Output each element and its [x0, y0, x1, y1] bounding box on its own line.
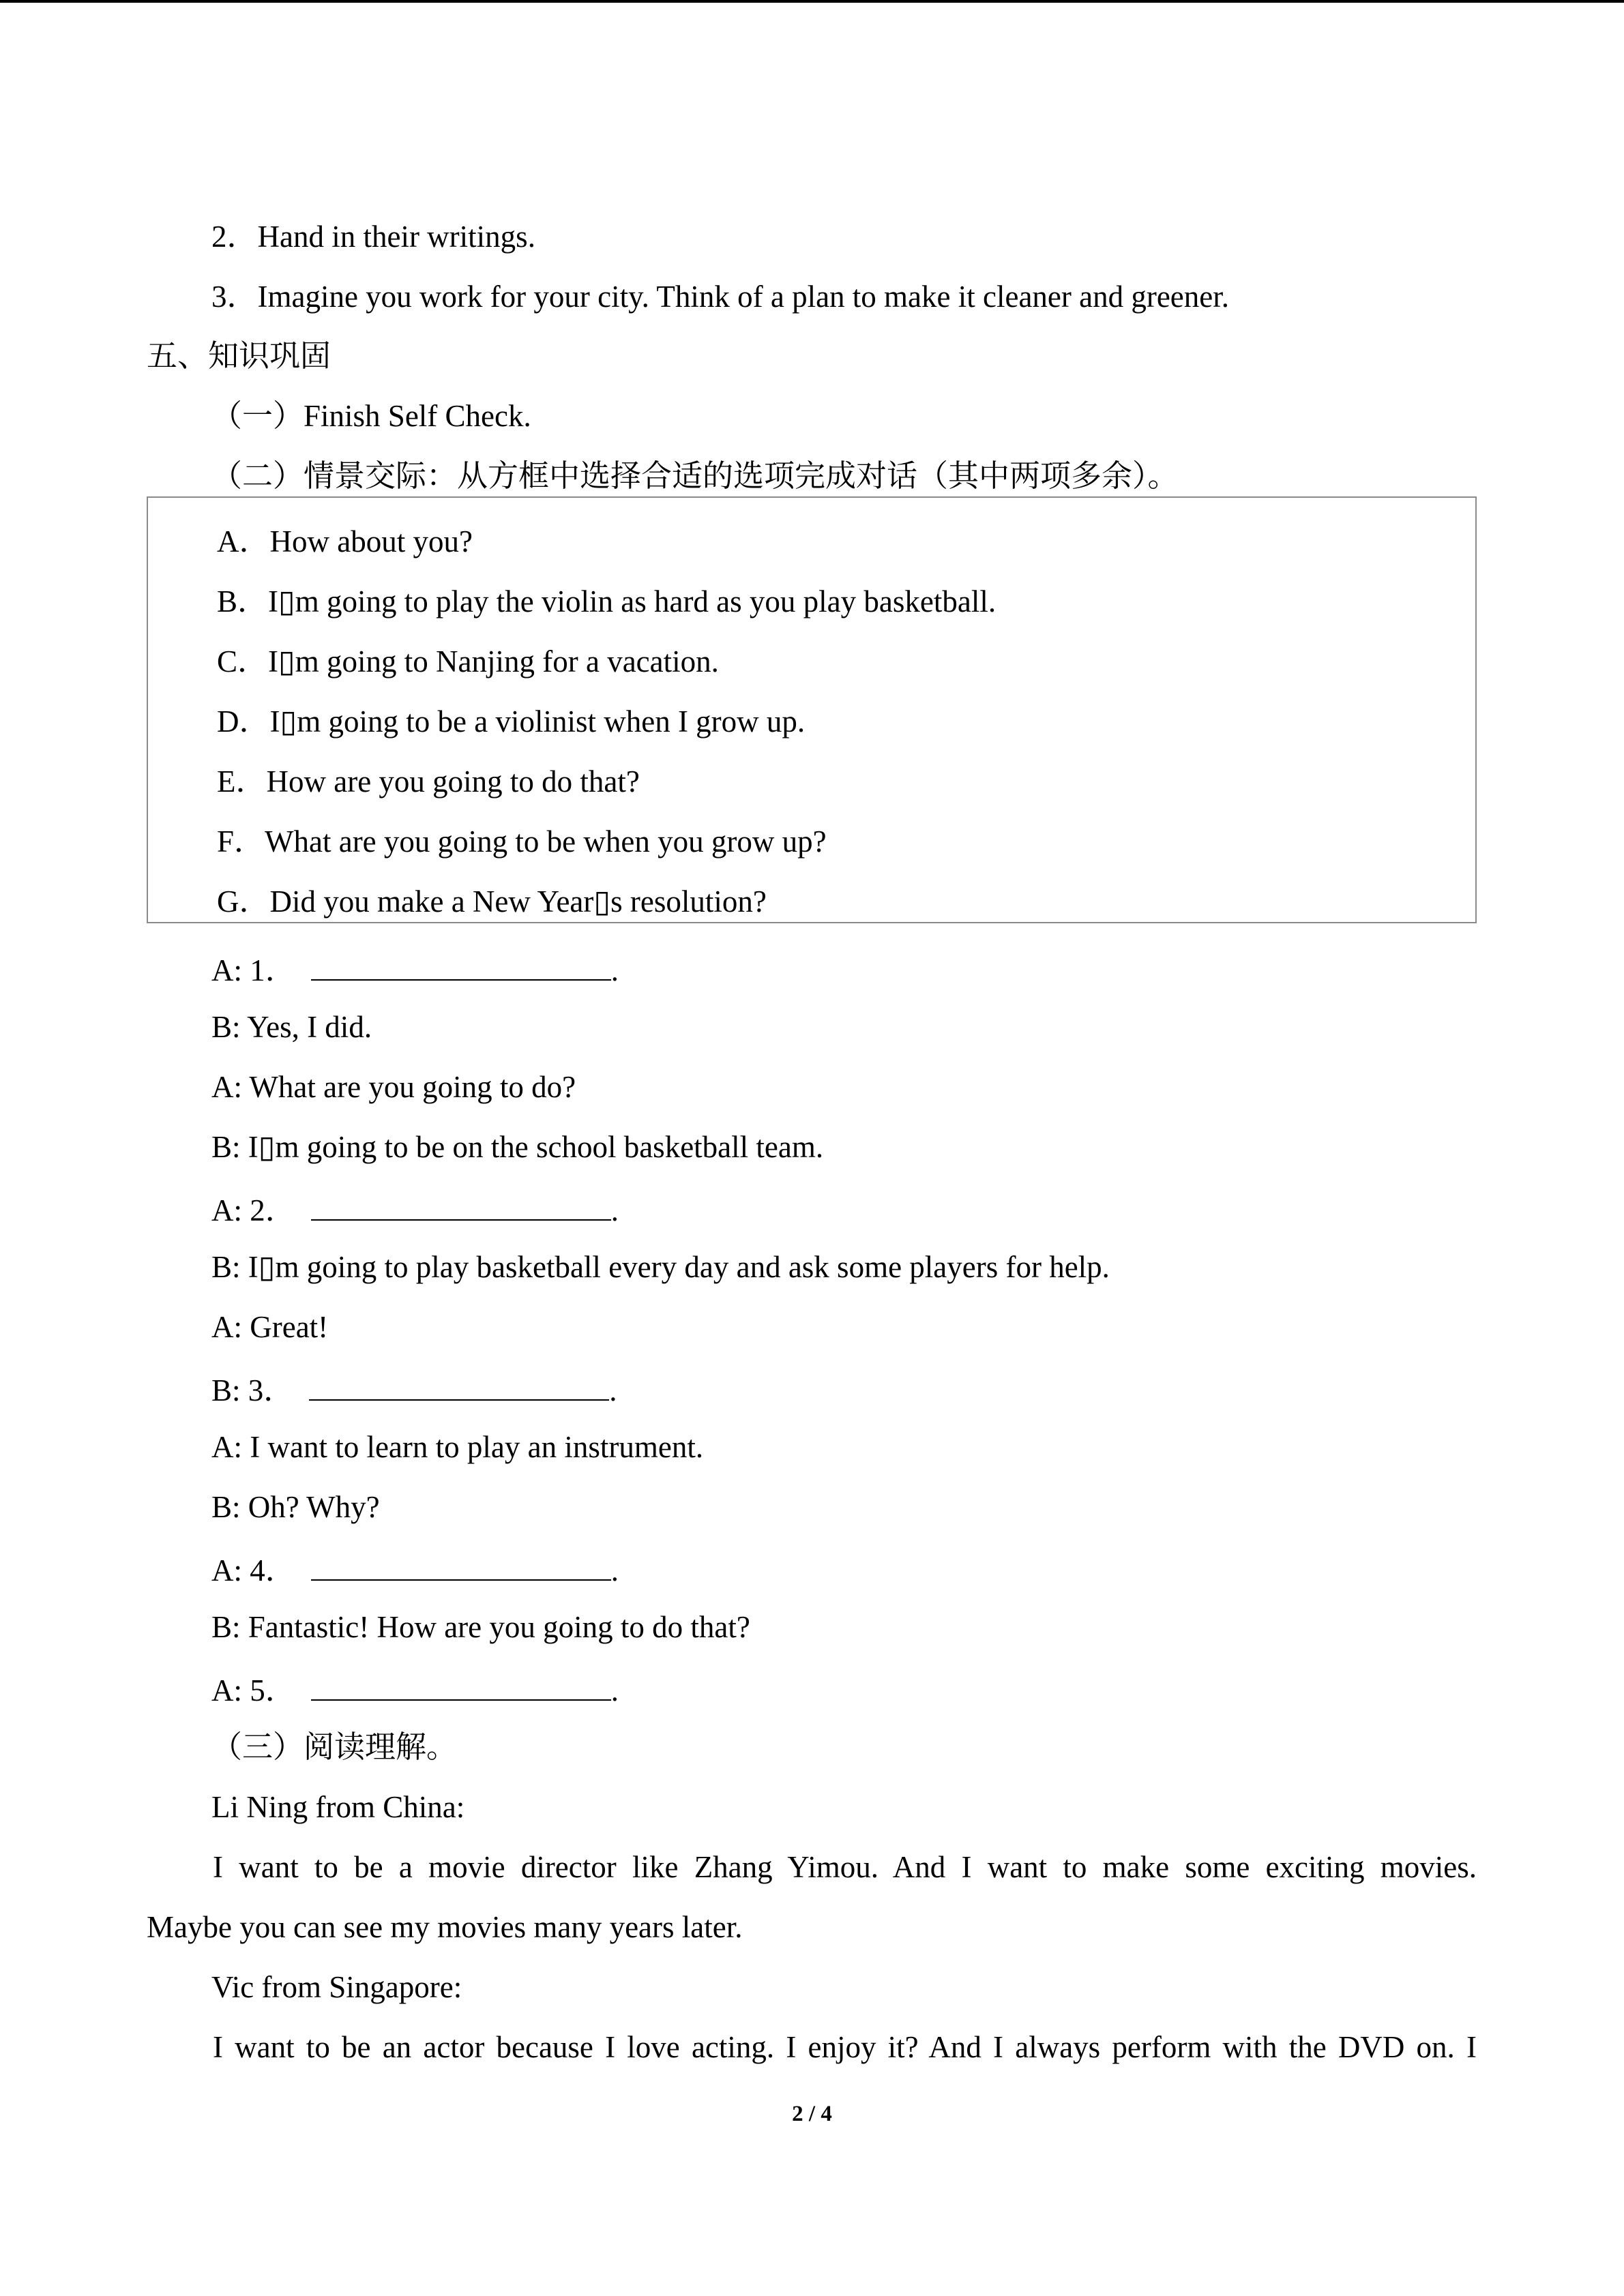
- answer-blank-3[interactable]: [309, 1367, 609, 1401]
- blank-period: .: [610, 953, 619, 987]
- option-b: B．I▯m going to play the violin as hard as you play basketball.: [217, 584, 996, 618]
- reading-paragraph-2: I want to be an actor because I love acting. I enjoy it? And I always perform with the DVD on. I: [213, 2030, 1477, 2064]
- blank-period: .: [610, 1553, 619, 1587]
- page-number: 2 / 4: [792, 2102, 832, 2126]
- dialogue-line-12: B: Fantastic! How are you going to do that?: [211, 1610, 750, 1644]
- part-3-heading: （三）阅读理解。: [211, 1730, 458, 1764]
- reading-speaker-1: Li Ning from China:: [211, 1790, 465, 1824]
- part-1-heading: （一）Finish Self Check.: [211, 399, 531, 433]
- dialogue-line-13: [211, 1667, 619, 1711]
- option-g: G．Did you make a New Year▯s resolution?: [217, 884, 767, 919]
- dialogue-line-2: B: Yes, I did.: [211, 1010, 372, 1044]
- option-d: D．I▯m going to be a violinist when I grow up.: [217, 704, 806, 739]
- section-title: 五、知识巩固: [147, 339, 331, 373]
- dialogue-line-text: A: 5．: [211, 1673, 296, 1708]
- part-2-heading: （二）情景交际：从方框中选择合适的选项完成对话（其中两项多余）。: [211, 459, 1179, 493]
- option-e: E．How are you going to do that?: [217, 764, 640, 799]
- dialogue-line-5: [211, 1187, 619, 1231]
- dialogue-line-text: B: 3．: [211, 1373, 295, 1407]
- blank-period: .: [610, 1673, 619, 1708]
- answer-blank-4[interactable]: [311, 1547, 611, 1581]
- option-a: A．How about you?: [217, 524, 473, 558]
- dialogue-line-1: [211, 946, 619, 991]
- reading-paragraph-1-continued: Maybe you can see my movies many years later.: [147, 1910, 743, 1944]
- reading-paragraph-1: I want to be a movie director like Zhang Yimou. And I want to make some exciting movies.: [213, 1850, 1477, 1884]
- option-f: F．What are you going to be when you grow up?: [217, 824, 827, 859]
- dialogue-line-3: A: What are you going to do?: [211, 1070, 576, 1104]
- dialogue-line-text: A: 4．: [211, 1553, 296, 1587]
- dialogue-line-4: B: I▯m going to be on the school basketball team.: [211, 1130, 824, 1164]
- blank-period: .: [610, 1193, 619, 1227]
- option-c: C．I▯m going to Nanjing for a vacation.: [217, 644, 719, 679]
- blank-period: .: [609, 1373, 617, 1407]
- dialogue-line-9: A: I want to learn to play an instrument.: [211, 1430, 704, 1464]
- instruction-item-3: 3．Imagine you work for your city. Think of a plan to make it cleaner and greener.: [211, 280, 1230, 314]
- dialogue-line-10: B: Oh? Why?: [211, 1490, 380, 1524]
- dialogue-line-7: A: Great!: [211, 1310, 329, 1344]
- answer-blank-2[interactable]: [311, 1187, 611, 1221]
- dialogue-line-6: B: I▯m going to play basketball every day and ask some players for help.: [211, 1250, 1110, 1284]
- answer-blank-1[interactable]: [311, 946, 611, 981]
- dialogue-line-8: [211, 1367, 617, 1411]
- dialogue-line-text: A: 1．: [211, 953, 296, 987]
- reading-speaker-2: Vic from Singapore:: [211, 1970, 462, 2004]
- instruction-item-2: 2．Hand in their writings.: [211, 220, 535, 254]
- page-top-border: [0, 0, 1624, 3]
- dialogue-line-text: A: 2．: [211, 1193, 296, 1227]
- answer-blank-5[interactable]: [311, 1667, 611, 1701]
- dialogue-line-11: [211, 1547, 619, 1591]
